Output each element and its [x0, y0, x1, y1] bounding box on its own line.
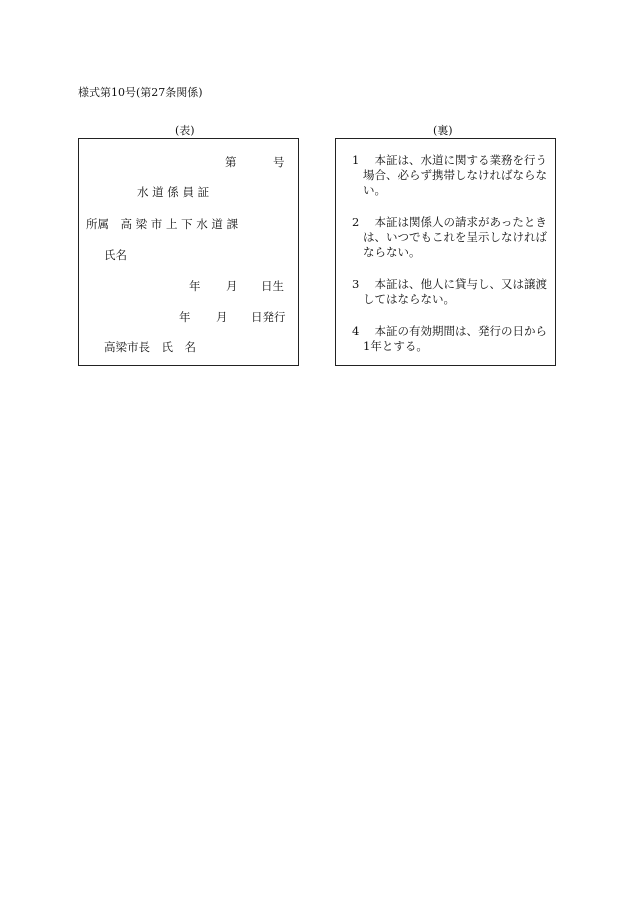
note-text: 本証は、他人に貸与し、又は譲渡してはならない。 [363, 277, 547, 306]
card-front [78, 138, 299, 366]
birth-day: 日生 [261, 279, 284, 293]
back-side-label: (裏) [433, 124, 453, 137]
issued-month: 月 [216, 310, 228, 324]
note-item [352, 153, 552, 198]
name-label: 氏名 [104, 248, 127, 262]
note-text: 本証の有効期間は、発行の日から1年とする。 [363, 324, 547, 353]
note-item [352, 324, 552, 354]
number-suffix: 号 [273, 155, 285, 169]
card-back [335, 138, 556, 366]
note-number: 1 [352, 153, 360, 167]
note-number: 4 [352, 324, 360, 338]
birth-year: 年 [189, 279, 201, 293]
issued-year: 年 [179, 310, 191, 324]
birth-month: 月 [226, 279, 238, 293]
note-item [352, 215, 552, 260]
form-title: 様式第10号(第27条関係) [78, 86, 203, 99]
card-name: 水 道 係 員 証 [137, 185, 210, 199]
note-text: 本証は関係人の請求があったときは、いつでもこれを呈示しなければならない。 [363, 215, 547, 259]
note-number: 3 [352, 277, 360, 291]
affiliation: 所属 高 梁 市 上 下 水 道 課 [86, 217, 239, 231]
notes-list [352, 153, 552, 371]
issuer: 高梁市長 氏 名 [104, 340, 196, 354]
issued-day: 日発行 [251, 310, 286, 324]
front-side-label: (表) [175, 124, 195, 137]
number-prefix: 第 [225, 155, 237, 169]
note-text: 本証は、水道に関する業務を行う場合、必らず携帯しなければならない。 [363, 153, 547, 197]
note-item [352, 277, 552, 307]
note-number: 2 [352, 215, 360, 229]
